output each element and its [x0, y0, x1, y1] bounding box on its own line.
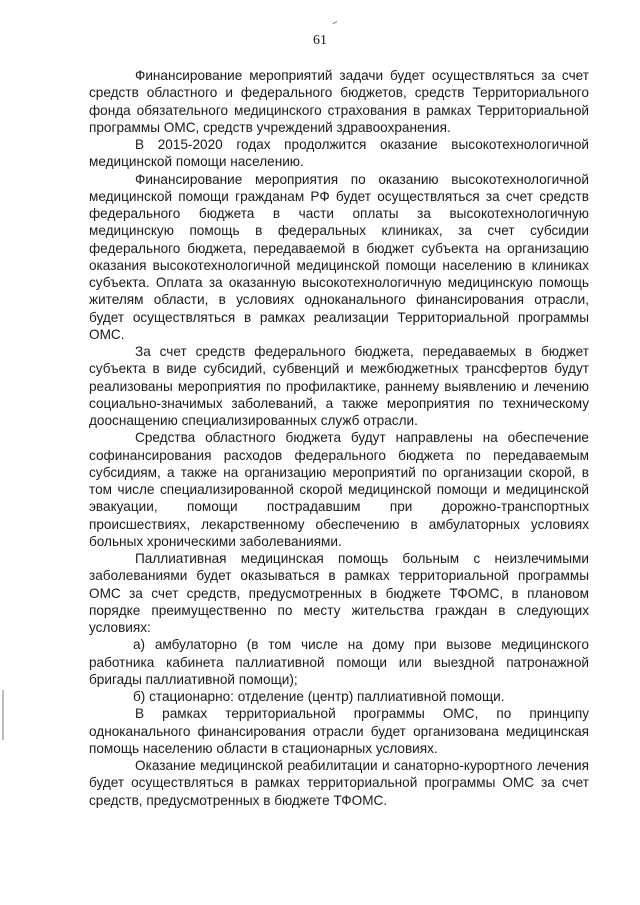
paragraph-palliative-care: Паллиативная медицинская помощь больным с неизлечимыми заболеваниями будет оказываться в рамках территориальной программы ОМС за счет средств, предусмотренных в бюджете ТФОМС, в плановом порядке преимущественно по месту жительства граждан в следующих условиях: — [89, 551, 589, 635]
document-body — [89, 67, 589, 809]
paragraph-funding-sources: Финансирование мероприятий задачи будет осуществляться за счет средств областного и федерального бюджетов, средств Территориального фонда обязательного медицинского страхования в рамках Территориальной программы ОМС, средств учреждений здравоохранения. — [89, 68, 589, 135]
scan-edge-mark — [2, 690, 4, 740]
page-number: 61 — [313, 33, 327, 48]
scan-artifact — [332, 21, 338, 27]
list-item-outpatient: а) амбулаторно (в том числе на дому при вызове медицинского работника кабинета паллиативной помощи или выездной патронажной бригады паллиативной помощи); — [89, 637, 589, 687]
paragraph-single-channel: В рамках территориальной программы ОМС, по принципу одноканального финансирования отрасли будет организована медицинская помощь населению области в стационарных условиях. — [89, 706, 589, 756]
paragraph-federal-budget: За счет средств федерального бюджета, передаваемых в бюджет субъекта в виде субсидий, субвенций и межбюджетных трансфертов будут реализованы мероприятия по профилактике, раннему выявлению и лечению социально-значимых заболеваний, а также мероприятия по техническому дооснащению специализированных служб отрасли. — [89, 344, 589, 428]
paragraph-high-tech-care: В 2015-2020 годах продолжится оказание высокотехнологичной медицинской помощи населению. — [89, 137, 589, 170]
paragraph-high-tech-financing: Финансирование мероприятия по оказанию высокотехнологичной медицинской помощи гражданам РФ будет осуществляться за счет средств федерального бюджета в части оплаты за высокотехнологичную медицинскую помощь в федеральных клиниках, за счет субсидии федерального бюджета, передаваемой в бюджет субъекта на организацию оказания высокотехнологичной медицинской помощи населению в клиниках субъекта. Оплата за оказанную высокотехнологичную медицинскую помощь жителям области, в условиях одноканального финансирования отрасли, будет осуществляться в рамках реализации Территориальной программы ОМС. — [89, 171, 589, 342]
list-item-inpatient: б) стационарно: отделение (центр) паллиативной помощи. — [133, 689, 505, 704]
paragraph-rehabilitation: Оказание медицинской реабилитации и санаторно-курортного лечения будет осуществляться в рамках территориальной программы ОМС за счет средств, предусмотренных в бюджете ТФОМС. — [89, 758, 589, 808]
paragraph-regional-budget: Средства областного бюджета будут направлены на обеспечение софинансирования расходов федерального бюджета по передаваемым субсидиям, а также на организацию мероприятий по организации скорой, в том числе специализированной скорой медицинской помощи и медицинской эвакуации, помощи пострадавшим при дорожно-транспортных происшествиях, лекарственному обеспечению в амбулаторных условиях больных хроническими заболеваниями. — [89, 430, 589, 549]
